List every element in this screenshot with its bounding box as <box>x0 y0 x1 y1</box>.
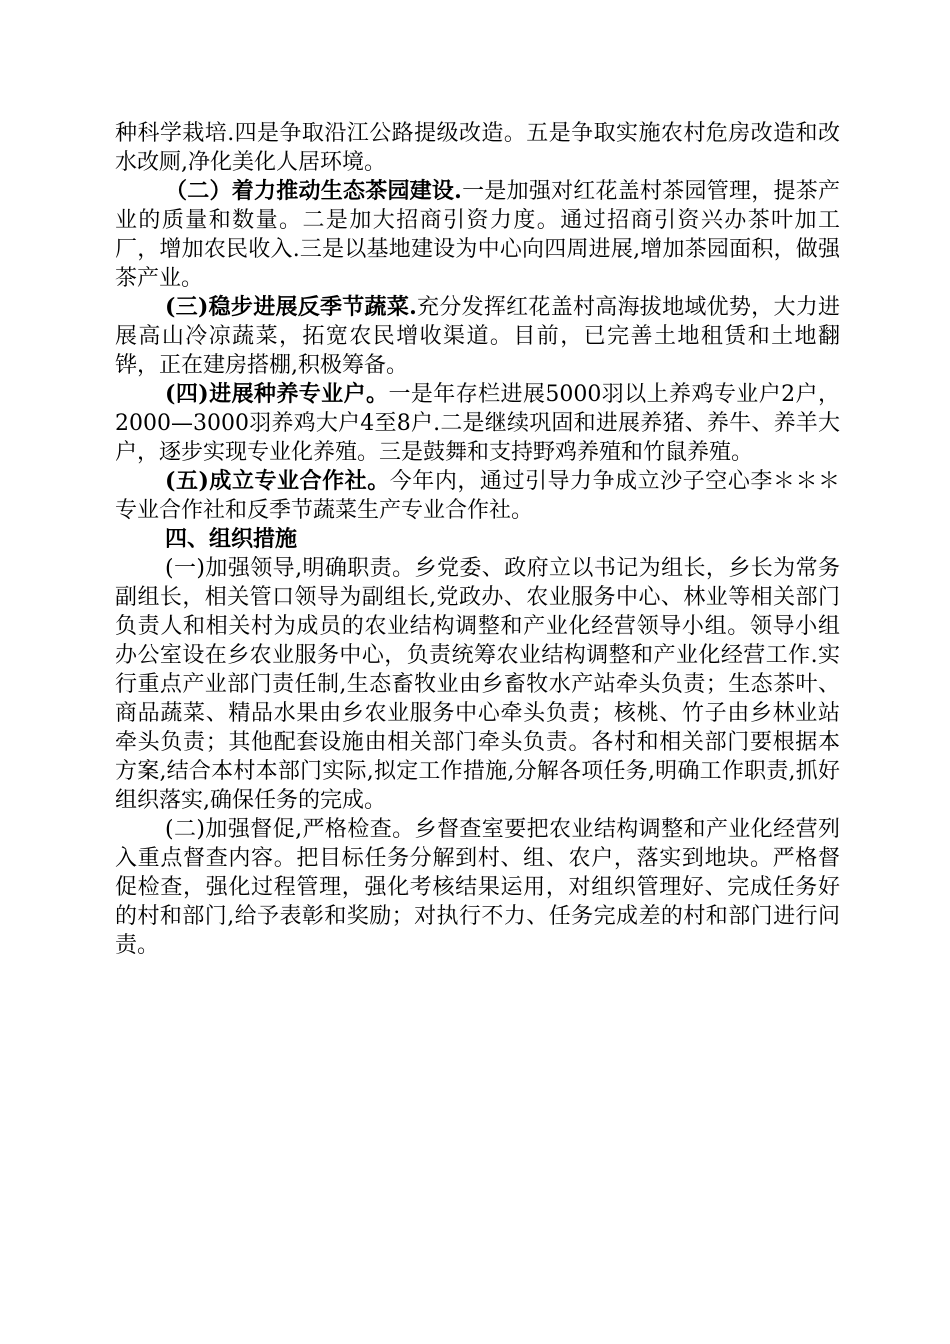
paragraph-2 <box>115 177 840 293</box>
section-heading: 四、组织措施 <box>165 526 298 552</box>
paragraph-6: (一)加强领导,明确职责。乡党委、政府立以书记为组长，乡长为常务副组长，相关管口领导为副组长,党政办、农业服务中心、林业等相关部门负责人和相关村为成员的农业结构调整和产业化经营领导小组。领导小组办公室设在乡农业服务中心，负责统筹农业结构调整和产业化经营工作.实行重点产业部门责任制,生态畜牧业由乡畜牧水产站牵头负责；生态茶叶、商品蔬菜、精品水果由乡农业服务中心牵头负责；核桃、竹子由乡林业站牵头负责；其他配套设施由相关部门牵头负责。各村和相关部门要根据本方案,结合本村本部门实际,拟定工作措施,分解各项任务,明确工作职责,抓好组织落实,确保任务的完成。 <box>115 556 840 813</box>
paragraph-5-heading: (五)成立专业合作社。 <box>165 468 390 494</box>
paragraph-2-heading: （二）着力推动生态茶园建设. <box>165 178 462 204</box>
paragraph-3 <box>115 293 840 380</box>
paragraph-3-body: 充分发挥红花盖村高海拔地域优势，大力进展高山冷凉蔬菜，拓宽农民增收渠道。目前，已完善土地租赁和土地翻铧，正在建房搭棚,积极筹备。 <box>115 295 840 378</box>
paragraph-2-body: 一是加强对红花盖村茶园管理，提茶产业的质量和数量。二是加大招商引资力度。通过招商引资兴办茶叶加工厂，增加农民收入.三是以基地建设为中心向四周进展,增加茶园面积，做强茶产业。 <box>115 179 840 291</box>
paragraph-4 <box>115 380 840 467</box>
paragraph-4-heading: (四)进展种养专业户。 <box>165 381 389 407</box>
paragraph-7: (二)加强督促,严格检查。乡督查室要把农业结构调整和产业化经营列入重点督查内容。把目标任务分解到村、组、农户，落实到地块。严格督促检查，强化过程管理，强化考核结果运用，对组织管理好、完成任务好的村和部门,给予表彰和奖励；对执行不力、任务完成差的村和部门进行问责。 <box>115 817 840 958</box>
paragraph-3-heading: (三)稳步进展反季节蔬菜. <box>165 294 417 320</box>
paragraph-1: 种科学栽培.四是争取沿江公路提级改造。五是争取实施农村危房改造和改水改厕,净化美化人居环境。 <box>115 121 840 175</box>
document-body <box>115 119 840 960</box>
paragraph-5 <box>115 467 840 525</box>
paragraph-5-body: 今年内，通过引导力争成立沙子空心李＊＊＊专业合作社和反季节蔬菜生产专业合作社。 <box>115 469 840 523</box>
paragraph-4-body: 一是年存栏进展5000羽以上养鸡专业户2户，2000—3000羽养鸡大户4至8户.二是继续巩固和进展养猪、养牛、养羊大户，逐步实现专业化养殖。三是鼓舞和支持野鸡养殖和竹鼠养殖。 <box>115 382 840 465</box>
